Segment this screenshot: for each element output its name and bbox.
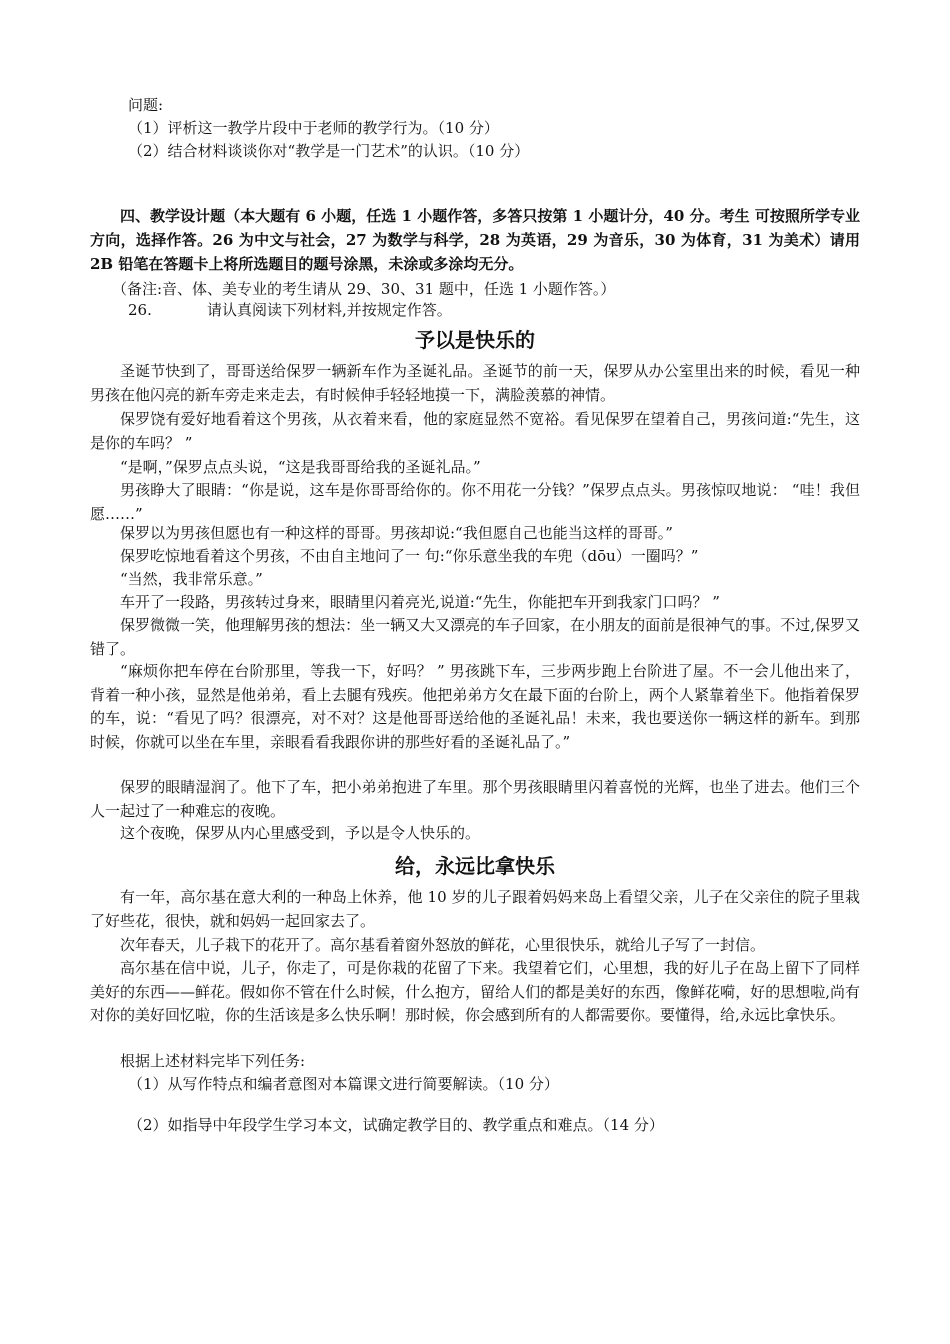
story-2-paragraph: 有一年，高尔基在意大利的一种岛上休养，他 10 岁的儿子跟着妈妈来岛上看望父亲，儿子在父亲住的院子里栽了好些花，很快，就和妈妈一起回家去了。 (90, 888, 860, 930)
task-2: （2）如指导中年段学生学习本文，试确定教学目的、教学重点和难点。（14 分） (128, 1116, 664, 1134)
question-26-prompt: 请认真阅读下列材料,并按规定作答。 (207, 301, 452, 319)
story-1-paragraph: “当然，我非常乐意。” (120, 570, 263, 588)
task-1: （1）从写作特点和编者意图对本篇课文进行简要解读。（10 分） (128, 1075, 559, 1093)
story-2-title: 给，永远比拿快乐 (395, 854, 555, 878)
section-4-note: （备注:音、体、美专业的考生请从 29、30、31 题中，任选 1 小题作答。） (112, 280, 616, 298)
story-2-paragraph: 次年春天，儿子栽下的花开了。高尔基看着窗外怒放的鲜花，心里很快乐，就给儿子写了一封信。 (120, 936, 766, 954)
story-2-paragraph: 高尔基在信中说，儿子，你走了，可是你栽的花留了下来。我望着它们，心里想，我的好儿子在岛上留下了同样美好的东西——鲜花。假如你不管在什么时候，什么抱方，留给人们的都是美好的东西，像鲜花嗬，好的思想啦,尚有对你的美好回忆啦，你的生活该是多么快乐啊！那时候，你会感到所有的人都需要你。要懂得，给,永远比拿快乐。 (90, 959, 860, 1024)
question-2: （2）结合材料谈谈你对“教学是一门艺术”的认识。（10 分） (128, 142, 530, 160)
story-1-paragraph: 保罗吃惊地看着这个男孩，不由自主地问了一 句:“你乐意坐我的车兜（dōu）一圈吗？” (120, 547, 699, 565)
story-1-paragraph: 车开了一段路，男孩转过身来，眼睛里闪着亮光,说道:“先生，你能把车开到我家门口吗？ ” (120, 593, 720, 611)
story-1-paragraph: “是啊，”保罗点点头说，“这是我哥哥给我的圣诞礼品。” (120, 458, 481, 476)
story-1-title: 予以是快乐的 (415, 328, 535, 352)
question-label: 问题: (128, 96, 164, 114)
story-1-paragraph: 男孩睁大了眼睛：“你是说，这车是你哥哥给你的。你不用花一分钱？”保罗点点头。男孩惊叹地说： “哇！我但愿……” (90, 481, 860, 523)
story-1-paragraph: 保罗的眼睛湿润了。他下了车，把小弟弟抱进了车里。那个男孩眼睛里闪着喜悦的光辉，也坐了进去。他们三个人一起过了一种难忘的夜晚。 (90, 778, 860, 820)
story-1-paragraph: 这个夜晚，保罗从内心里感受到，予以是令人快乐的。 (120, 824, 481, 842)
section-4-instructions: 四、教学设计题（本大题有 6 小题，任选 1 小题作答，多答只按第 1 小题计分，40 分。考生 可按照所学专业方向，选择作答。26 为中文与社会，27 为数学与科学，28 为英语，29 为音乐，30 为体育，31 为美术）请用 2B 铅笔在答题卡上将所选题目的题号涂黑，未涂或多涂均无分。 (90, 207, 860, 273)
story-1-paragraph: 保罗微微一笑，他理解男孩的想法：坐一辆又大又漂亮的车子回家，在小朋友的面前是很神气的事。不过,保罗又错了。 (90, 616, 860, 658)
story-1-paragraph: 保罗饶有爱好地看着这个男孩，从衣着来看，他的家庭显然不宽裕。看见保罗在望着自己，男孩问道:“先生，这是你的车吗？ ” (90, 410, 860, 452)
story-1-paragraph: 圣诞节快到了，哥哥送给保罗一辆新车作为圣诞礼品。圣诞节的前一天，保罗从办公室里出来的时候，看见一种男孩在他闪亮的新车旁走来走去，有时候伸手轻轻地摸一下，满脸羡慕的神情。 (90, 362, 860, 404)
story-1-paragraph: 保罗以为男孩但愿也有一种这样的哥哥。男孩却说:“我但愿自己也能当这样的哥哥。” (120, 524, 673, 542)
question-1: （1）评析这一教学片段中于老师的教学行为。（10 分） (128, 119, 499, 137)
question-26-number: 26. (128, 301, 152, 319)
story-2-paragraph: 根据上述材料完毕下列任务: (120, 1052, 306, 1070)
story-1-paragraph: “麻烦你把车停在台阶那里，等我一下，好吗？ ” 男孩跳下车，三步两步跑上台阶进了屋。不一会儿他出来了，背着一种小孩，显然是他弟弟，看上去腿有残疾。他把弟弟方攵在最下面的台阶上，两个人紧靠着坐下。他指着保罗的车，说：“看见了吗？很漂亮，对不对？这是他哥哥送给他的圣诞礼品！未来，我也要送你一辆这样的新车。到那时候，你就可以坐在车里，亲眼看看我跟你讲的那些好看的圣诞礼品了。” (90, 662, 860, 751)
